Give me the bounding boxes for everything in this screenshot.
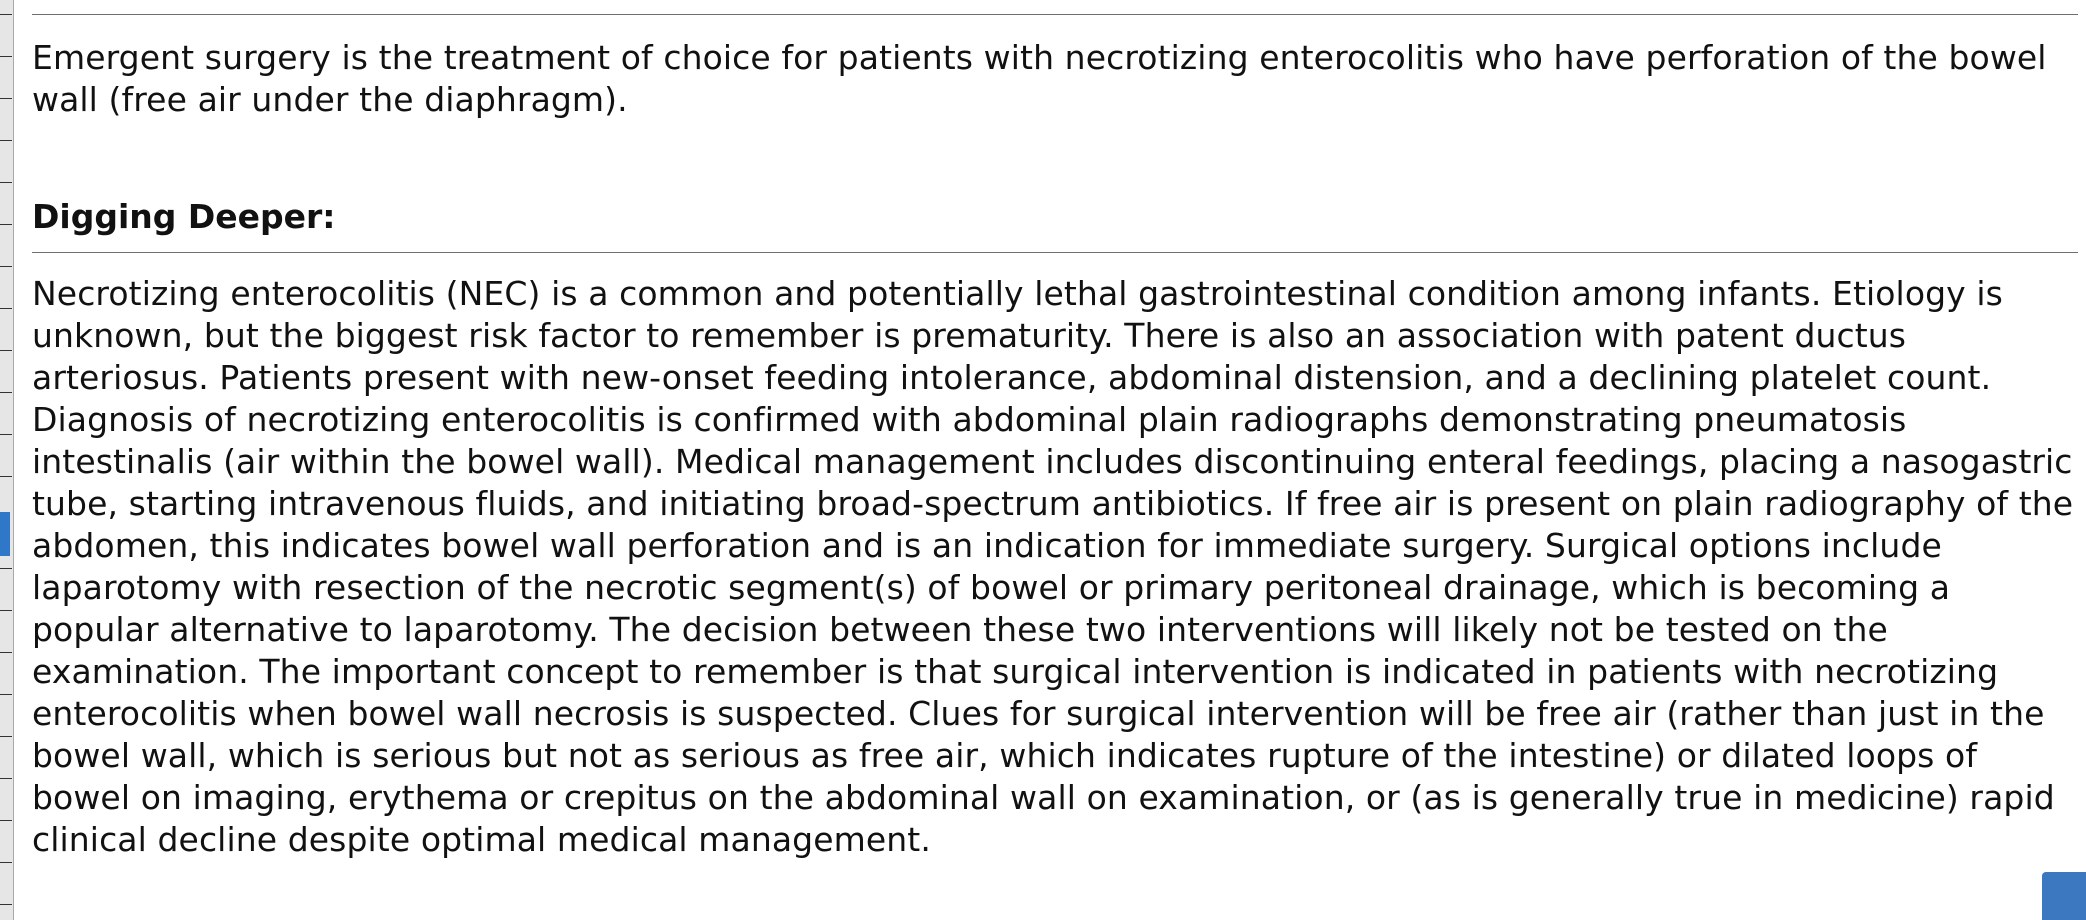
nav-tick[interactable] [0,182,12,183]
nav-tick[interactable] [0,350,12,351]
nav-tick[interactable] [0,224,12,225]
explanation-content [32,0,2078,861]
digging-deeper-body: Necrotizing enterocolitis (NEC) is a common and potentially lethal gastrointestinal condition among infants. Etiology is unknown, but the biggest risk factor to remember is prematurity. There is also an association with patent ductus arteriosus. Patients present with new-onset feeding intolerance, abdominal distension, and a declining platelet count. Diagnosis of necrotizing enterocolitis is confirmed with abdominal plain radiographs demonstrating pneumatosis intestinalis (air within the bowel wall). Medical management includes discontinuing enteral feedings, placing a nasogastric tube, starting intravenous fluids, and initiating broad-spectrum antibiotics. If free air is present on plain radiography of the abdomen, this indicates bowel wall perforation and is an indication for immediate surgery. Surgical options include laparotomy with resection of the necrotic segment(s) of bowel or primary peritoneal drainage, which is becoming a popular alternative to laparotomy. The decision between these two interventions will likely not be tested on the examination. The important concept to remember is that surgical intervention is indicated in patients with necrotizing enterocolitis when bowel wall necrosis is suspected. Clues for surgical intervention will be free air (rather than just in the bowel wall, which is serious but not as serious as free air, which indicates rupture of the intestine) or dilated loops of bowel on imaging, erythema or crepitus on the abdominal wall on examination, or (as is generally true in medicine) rapid clinical decline despite optimal medical management. [32,274,2074,859]
nav-tick[interactable] [0,308,12,309]
nav-tick[interactable] [0,904,12,905]
nav-tick[interactable] [0,862,12,863]
nav-tick[interactable] [0,140,12,141]
nav-tick[interactable] [0,98,12,99]
nav-tick[interactable] [0,14,12,15]
nav-tick[interactable] [0,820,12,821]
nav-tick[interactable] [0,778,12,779]
nav-tick[interactable] [0,568,12,569]
nav-tick[interactable] [0,476,12,477]
section-divider [32,252,2078,253]
nav-tick[interactable] [0,694,12,695]
top-divider [32,14,2078,15]
nav-tick[interactable] [0,56,12,57]
nav-tick[interactable] [0,610,12,611]
scroll-corner-button[interactable] [2042,872,2086,920]
nav-tick[interactable] [0,392,12,393]
question-navigator-rail[interactable] [0,0,14,920]
nav-tick[interactable] [0,652,12,653]
nav-tick[interactable] [0,736,12,737]
nav-current-item[interactable] [0,512,10,556]
explanation-summary: Emergent surgery is the treatment of choice for patients with necrotizing enterocolitis who have perforation of the bowel wall (free air under the diaphragm). [32,38,2047,119]
digging-deeper-heading: Digging Deeper: [32,197,336,236]
nav-tick[interactable] [0,434,12,435]
nav-tick[interactable] [0,266,12,267]
